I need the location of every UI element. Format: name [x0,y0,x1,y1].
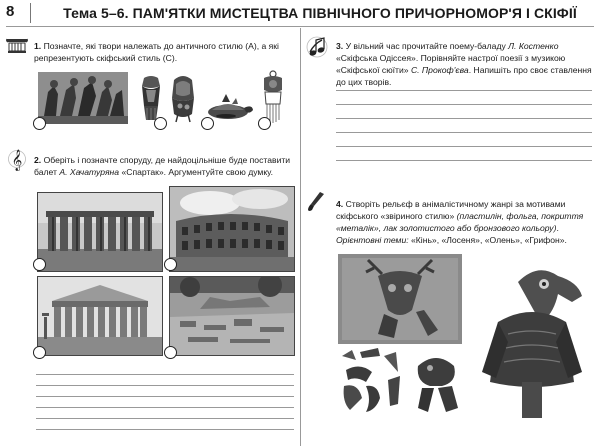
answer-circle-venue-1[interactable] [33,258,46,271]
answer-line[interactable] [336,132,592,133]
task-3-number: 3. [336,41,344,51]
artwork-helmet [168,74,198,124]
treble-clef-icon [8,146,26,172]
task-2-instruction: Оберіть і позначте споруду, де найдоцільніше буде поставити балет [34,155,291,177]
venue-photo-ancient-ruins [169,276,295,356]
title-underline [6,26,594,27]
page-title: Тема 5–6. ПАМ'ЯТКИ МИСТЕЦТВА ПІВНІЧНОГО ПРИЧОРНОМОР'Я І СКІФІЇ [63,5,577,21]
brush-icon [306,190,326,214]
svg-text:𝄞: 𝄞 [11,150,23,171]
answer-line[interactable] [36,396,294,397]
task-4-separator: . [556,223,559,233]
answer-line[interactable] [36,429,294,430]
answer-circle-venue-2[interactable] [164,258,177,271]
answer-line[interactable] [336,104,592,105]
task-2-composer: А. Хачатуряна [59,167,120,177]
task-2-text [34,154,296,178]
header-divider [30,3,31,23]
task-3-instruction-middle: «Скіфська Одіссея». Порівняйте настрої поезії з музикою «Скіфської сюїти» [336,53,566,75]
task-1-instruction: Позначте, які твори належать до античного стилю (А), а які репрезентують скіфський стиль (С). [34,41,279,63]
answer-circle-artwork-4[interactable] [258,117,271,130]
music-note-icon [306,34,328,60]
answer-lines-task-3[interactable] [336,90,592,174]
task-3-composer: С. Прокоф'єва [410,65,469,75]
venue-photo-luxor-temple [37,192,163,272]
answer-circle-venue-3[interactable] [33,346,46,359]
relief-photo-deer-plaque [338,254,462,344]
answer-circle-artwork-2[interactable] [154,117,167,130]
answer-lines-task-2[interactable] [36,374,294,440]
venue-photo-parthenon [37,276,163,356]
answer-circle-artwork-3[interactable] [201,117,214,130]
task-2-number: 2. [34,155,42,165]
answer-line[interactable] [36,374,294,375]
task-4-topics-label: Орієнтовні теми: [336,235,409,245]
task-3-instruction-end: . Напишіть про своє ставлення до цих творів. [336,65,592,87]
answer-line[interactable] [336,118,592,119]
task-2-instruction-end: «Спартак». Аргументуйте свою думку. [119,167,274,177]
artwork-pendant [260,70,286,124]
answer-line[interactable] [336,90,592,91]
page-number: 8 [6,3,15,20]
task-4-materials: (пластилін, фольга, покриття «металік», лак золотистого або бронзового кольору) [336,211,584,233]
answer-line[interactable] [36,385,294,386]
page-header [0,0,600,26]
relief-photo-cut-pieces [338,346,476,418]
task-1-number: 1. [34,41,42,51]
task-4-number: 4. [336,199,344,209]
task-4-instruction: Створіть рельєф в анімалістичному жанрі за мотивами скіфського «звіриного стилю» [336,199,566,221]
answer-line[interactable] [336,146,592,147]
task-3-text [336,40,592,88]
answer-circle-venue-4[interactable] [164,346,177,359]
task-3-author: Л. Костенко [508,41,559,51]
relief-photo-griffin-bird [478,262,586,418]
venue-photo-colosseum [169,186,295,272]
column-divider [300,28,301,446]
task-4-text [336,198,592,246]
column-icon [6,38,28,54]
artwork-battle-relief [38,72,128,124]
task-1-text [34,40,296,64]
task-4-topics: «Кінь», «Лосеня», «Олень», «Грифон». [408,235,567,245]
answer-line[interactable] [36,407,294,408]
answer-circle-artwork-1[interactable] [33,117,46,130]
answer-line[interactable] [336,160,592,161]
task-3-instruction: У вільний час прочитайте поему-баладу [345,41,509,51]
answer-line[interactable] [36,418,294,419]
